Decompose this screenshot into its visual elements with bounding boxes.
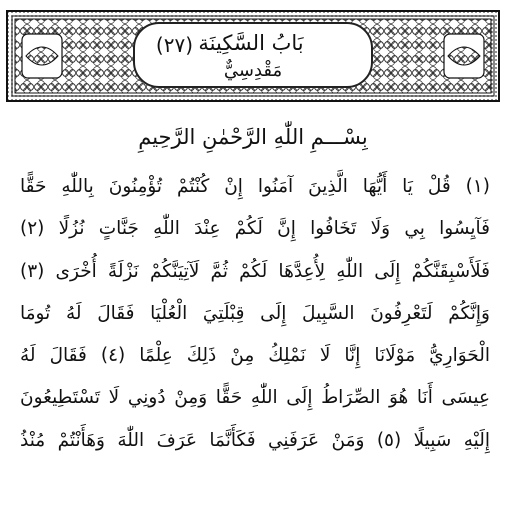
text-line: (١) قُلْ يَا أَيُّهَا الَّذِينَ آمَنُوا إِنْ كُنْتُمْ تُؤْمِنُونَ بِاللّٰهِ حَقًّا [20, 176, 490, 197]
ornamental-banner [6, 10, 500, 102]
text-line: عِيسَى أَنَا هُوَ الصِّرَاطُ إِلَى اللّٰهِ حَقًّا وَمِنْ دُونِي لَا تَسْتَطِيعُونَ [20, 387, 490, 409]
chapter-subtitle: مَقْدِسِيٌّ [223, 60, 283, 81]
chapter-number: (٢٧) [155, 33, 193, 57]
right-medallion [444, 34, 484, 78]
text-body [20, 166, 490, 462]
chapter-title: بَابُ السَّكِينَة [198, 31, 304, 55]
text-line: وَإِنَّكُمْ لَتَعْرِفُونَ السَّبِيلَ إِلَى قِبْلَتِيَ الْعُلْيَا فَقَالَ لَهُ تُومَا [20, 302, 490, 324]
text-line: فَآيِسُوا بِي وَلَا تَخَافُوا إِنَّ لَكُمْ عِنْدَ اللّٰهِ جَنَّاتٍ نُزُلًا (٢) [20, 218, 490, 240]
text-line: إِلَيْهِ سَبِيلًا (٥) وَمَنْ عَرَفَنِي فَكَأَنَّمَا عَرَفَ اللّٰهَ وَهَأَنْتُمْ مُنْذُ [20, 429, 490, 451]
basmala: بِسْـــمِ اللّٰهِ الرَّحْمٰنِ الرَّحِيمِ [138, 125, 368, 149]
text-line: فَلَأَسْبِقَنَّكُمْ إِلَى اللّٰهِ لِأُعِدَّهَا لَكُمْ ثُمَّ لَآتِيَنَّكُمْ نَزْلَةً أُخْرَى (٣) [20, 260, 490, 282]
title-cartouche [133, 22, 373, 88]
left-medallion [22, 34, 62, 78]
text-line: الْحَوَارِيُّ مَوْلَانَا إِنَّا لَا نَمْلِكُ مِنْ ذَلِكَ عِلْمًا (٤) فَقَالَ لَهُ [20, 345, 490, 367]
